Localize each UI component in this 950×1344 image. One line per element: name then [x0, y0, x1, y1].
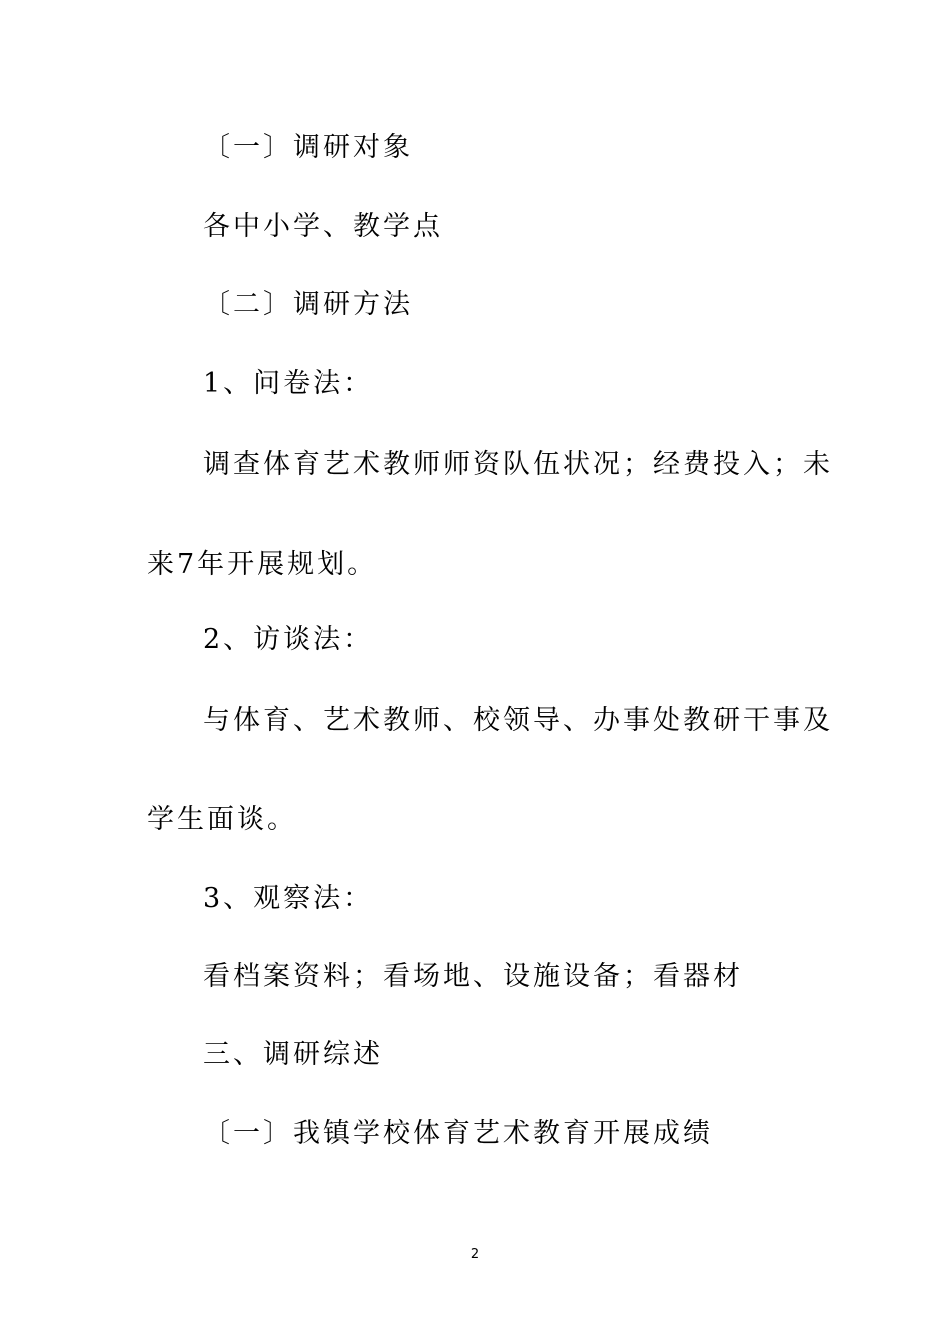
section-heading-research-summary: 三、调研综述: [203, 1039, 383, 1070]
paragraph-questionnaire-line-2: 来7年开展规划。: [147, 549, 378, 580]
paragraph-research-subject: 各中小学、教学点: [203, 211, 443, 242]
list-heading-questionnaire: 1、问卷法：: [203, 368, 374, 399]
list-heading-interview: 2、访谈法：: [203, 624, 374, 655]
paragraph-observation: 看档案资料；看场地、设施设备；看器材: [203, 961, 743, 992]
subsection-heading-achievements: 〔一〕我镇学校体育艺术教育开展成绩: [203, 1118, 713, 1149]
paragraph-interview-line-1: 与体育、艺术教师、校领导、办事处教研干事及: [203, 705, 833, 736]
list-heading-observation: 3、观察法：: [203, 883, 374, 914]
page-number: 2: [470, 1247, 480, 1262]
paragraph-questionnaire-line-1: 调查体育艺术教师师资队伍状况；经费投入；未: [203, 449, 833, 480]
section-heading-research-subject: 〔一〕调研对象: [203, 132, 413, 163]
section-heading-research-method: 〔二〕调研方法: [203, 289, 413, 320]
paragraph-interview-line-2: 学生面谈。: [147, 804, 297, 835]
